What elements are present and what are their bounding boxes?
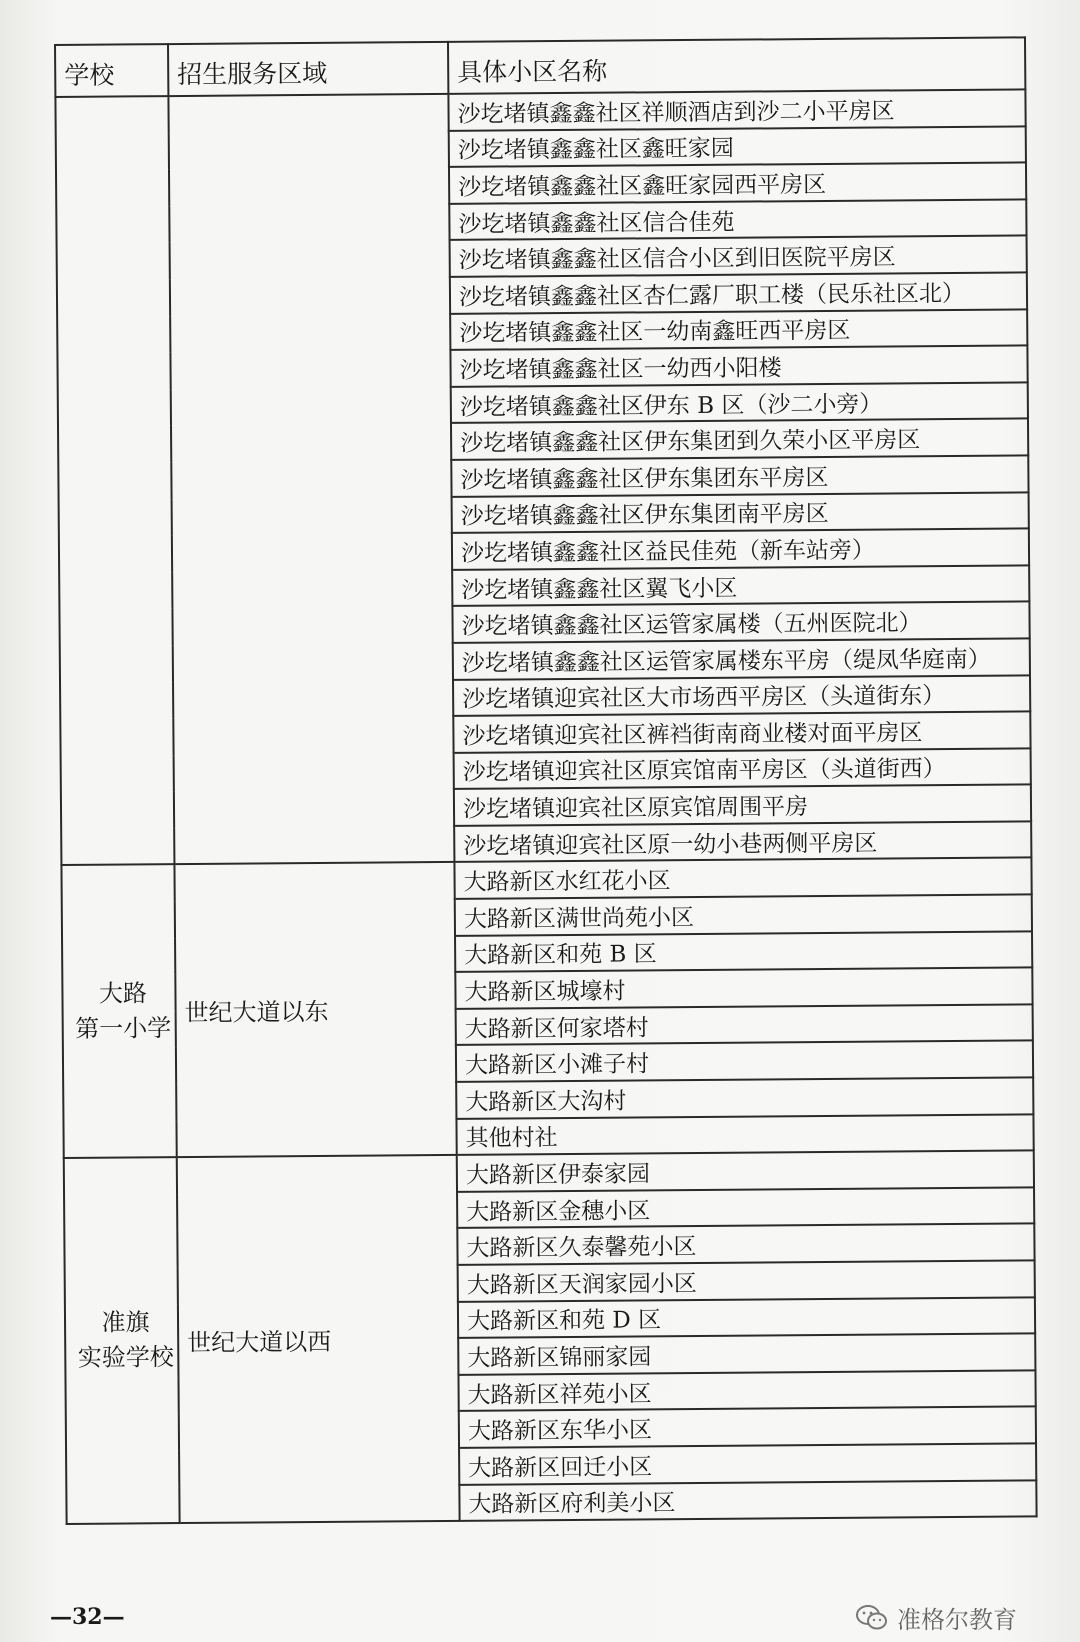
watermark [855,1600,1017,1635]
address-cell: 沙圪堵镇鑫鑫社区运管家属楼东平房（缇凤华庭南） [453,638,1030,679]
address-cell: 沙圪堵镇鑫鑫社区伊东集团南平房区 [452,492,1029,533]
address-cell: 沙圪堵镇迎宾社区裤裆街南商业楼对面平房区 [453,711,1030,752]
address-cell: 沙圪堵镇鑫鑫社区伊东 B 区（沙二小旁） [451,382,1028,423]
address-cell: 沙圪堵镇鑫鑫社区祥顺酒店到沙二小平房区 [448,89,1025,130]
address-cell: 沙圪堵镇鑫鑫社区信合小区到旧医院平房区 [450,236,1027,277]
address-cell: 大路新区金穗小区 [457,1187,1034,1228]
address-cell: 沙圪堵镇鑫鑫社区一幼西小阳楼 [450,346,1027,387]
address-cell: 沙圪堵镇鑫鑫社区伊东集团到久荣小区平房区 [451,419,1028,460]
address-cell: 沙圪堵镇鑫鑫社区伊东集团东平房区 [451,455,1028,496]
address-cell: 沙圪堵镇鑫鑫社区鑫旺家园西平房区 [449,163,1026,204]
address-cell: 大路新区大沟村 [456,1077,1033,1118]
service-area [168,94,454,865]
address-cell: 大路新区城壕村 [455,968,1032,1009]
address-cell: 沙圪堵镇迎宾社区原一幼小巷两侧平房区 [454,821,1031,862]
school-name: 准旗 实验学校 [64,1157,180,1524]
address-cell: 大路新区久泰馨苑小区 [457,1224,1034,1265]
address-cell: 沙圪堵镇迎宾社区大市场西平房区（头道街东） [453,675,1030,716]
address-cell: 大路新区和苑 D 区 [458,1297,1035,1338]
address-cell: 大路新区府利美小区 [459,1480,1036,1521]
school-name [55,96,174,865]
address-cell: 大路新区小滩子村 [456,1041,1033,1082]
address-cell: 大路新区伊泰家园 [457,1151,1034,1192]
address-cell: 沙圪堵镇迎宾社区原宾馆周围平房 [454,785,1031,826]
enrollment-table [54,36,1038,1525]
address-cell: 大路新区水红花小区 [454,858,1031,899]
address-cell: 大路新区天润家园小区 [458,1260,1035,1301]
address-cell: 大路新区祥苑小区 [458,1370,1035,1411]
address-cell: 其他村社 [456,1114,1033,1155]
address-cell: 沙圪堵镇迎宾社区原宾馆南平房区（头道街西） [454,748,1031,789]
header-school: 学校 [55,44,168,97]
address-cell: 沙圪堵镇鑫鑫社区鑫旺家园 [449,126,1026,167]
address-cell: 沙圪堵镇鑫鑫社区翼飞小区 [452,565,1029,606]
service-area: 世纪大道以西 [177,1155,460,1523]
page-number: —32— [50,1604,125,1630]
school-name: 大路 第一小学 [61,865,176,1159]
address-cell: 沙圪堵镇鑫鑫社区运管家属楼（五州医院北） [452,602,1029,643]
watermark-text: 准格尔教育 [897,1606,1017,1634]
header-address: 具体小区名称 [448,37,1025,94]
wechat-icon [855,1603,889,1633]
header-area: 招生服务区域 [168,42,448,96]
address-cell: 沙圪堵镇鑫鑫社区信合佳苑 [449,199,1026,240]
service-area: 世纪大道以东 [174,862,456,1157]
address-cell: 沙圪堵镇鑫鑫社区一幼南鑫旺西平房区 [450,309,1027,350]
address-cell: 大路新区锦丽家园 [458,1334,1035,1375]
address-cell: 大路新区满世尚苑小区 [455,894,1032,935]
address-cell: 沙圪堵镇鑫鑫社区益民佳苑（新车站旁） [452,528,1029,569]
address-cell: 大路新区回迁小区 [459,1443,1036,1484]
address-cell: 沙圪堵镇鑫鑫社区杏仁露厂职工楼（民乐社区北） [450,272,1027,313]
address-cell: 大路新区东华小区 [459,1407,1036,1448]
header-row [55,37,1025,97]
address-cell: 大路新区和苑 B 区 [455,931,1032,972]
address-cell: 大路新区何家塔村 [456,1004,1033,1045]
table-body [55,89,1036,1524]
